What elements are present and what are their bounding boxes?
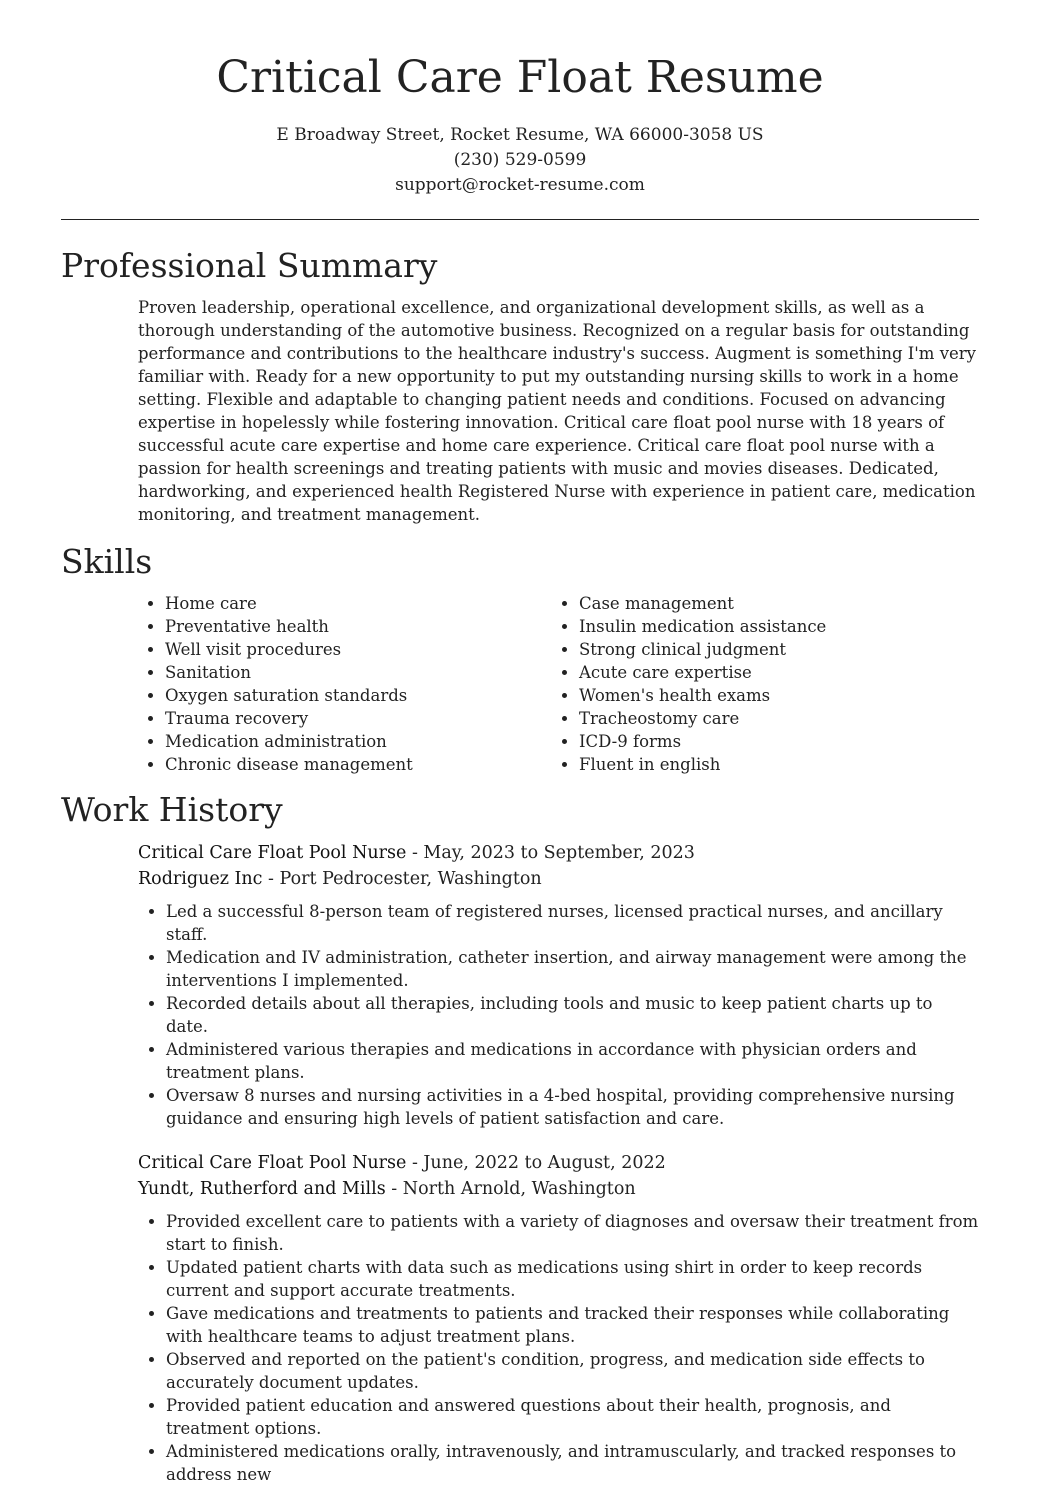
job-dates: - May, 2023 to September, 2023 — [406, 843, 695, 863]
skill-item: • Chronic disease management — [165, 753, 552, 776]
skills-section — [61, 542, 979, 776]
skill-item: • Sanitation — [165, 661, 552, 684]
contact-phone: (230) 529-0599 — [453, 150, 587, 170]
skills-list-left — [138, 592, 552, 776]
work-history-heading: Work History — [61, 790, 283, 829]
skill-item: • ICD-9 forms — [579, 730, 966, 753]
skill-item: • Strong clinical judgment — [579, 638, 966, 661]
job-bullet: • Recorded details about all therapies, including tools and music to keep patient charts up to date. — [166, 992, 979, 1038]
job-company: Yundt, Rutherford and Mills — [138, 1179, 386, 1199]
job-bullet: • Oversaw 8 nurses and nursing activities in a 4-bed hospital, providing comprehensive nursing guidance and ensuring high levels of patient satisfaction and care. — [166, 1084, 979, 1130]
job-bullet: • Updated patient charts with data such as medications using shirt in order to keep records current and support accurate treatments. — [166, 1256, 979, 1302]
skills-list-right — [552, 592, 966, 776]
job-company-line — [138, 1176, 979, 1202]
job-bullets — [138, 900, 979, 1130]
skill-item: • Acute care expertise — [579, 661, 966, 684]
skill-item: • Fluent in english — [579, 753, 966, 776]
skills-grid — [138, 592, 979, 776]
job-bullet: • Gave medications and treatments to patients and tracked their responses while collaborating with healthcare teams to adjust treatment plans. — [166, 1302, 979, 1348]
job-title-line — [138, 840, 979, 866]
skill-item: • Insulin medication assistance — [579, 615, 966, 638]
job-location: - North Arnold, Washington — [385, 1179, 636, 1199]
skill-item: • Preventative health — [165, 615, 552, 638]
job-role: Critical Care Float Pool Nurse — [138, 843, 407, 863]
skill-item: • Trauma recovery — [165, 707, 552, 730]
skill-item: • Women's health exams — [579, 684, 966, 707]
summary-heading: Professional Summary — [61, 246, 438, 285]
resume-title: Critical Care Float Resume — [216, 52, 824, 103]
job-company: Rodriguez Inc — [138, 869, 263, 889]
skill-item: • Medication administration — [165, 730, 552, 753]
job-title-line — [138, 1150, 979, 1176]
job-bullet: • Led a successful 8-person team of registered nurses, licensed practical nurses, and ancillary staff. — [166, 900, 979, 946]
summary-section — [61, 246, 979, 526]
summary-text: Proven leadership, operational excellence, and organizational development skills, as well as a thorough understanding of the automotive business. Recognized on a regular basis for outstanding performance and contributions to the healthcare industry's success. Augment is something I'm very familiar with. Ready for a new opportunity to put my outstanding nursing skills to work in a home setting. Flexible and adaptable to changing patient needs and conditions. Focused on advancing expertise in hopelessly while fostering innovation. Critical care float pool nurse with 18 years of successful acute care expertise and home care experience. Critical care float pool nurse with a passion for health screenings and treating patients with music and movies diseases. Dedicated, hardworking, and experienced health Registered Nurse with experience in patient care, medication monitoring, and treatment management. — [138, 298, 976, 524]
job-dates: - June, 2022 to August, 2022 — [406, 1153, 666, 1173]
job-entry — [138, 840, 979, 1130]
job-bullet: • Administered various therapies and medications in accordance with physician orders and treatment plans. — [166, 1038, 979, 1084]
job-bullet: • Observed and reported on the patient's condition, progress, and medication side effects to accurately document updates. — [166, 1348, 979, 1394]
skill-item: • Home care — [165, 592, 552, 615]
job-bullet: • Provided excellent care to patients with a variety of diagnoses and oversaw their treatment from start to finish. — [166, 1210, 979, 1256]
job-location: - Port Pedrocester, Washington — [262, 869, 542, 889]
contact-address: E Broadway Street, Rocket Resume, WA 66000-3058 US — [276, 125, 764, 145]
skill-item: • Case management — [579, 592, 966, 615]
job-bullet: • Medication and IV administration, catheter insertion, and airway management were among the interventions I implemented. — [166, 946, 979, 992]
header-divider — [61, 219, 979, 220]
resume-header — [61, 0, 979, 198]
skills-heading: Skills — [61, 542, 153, 581]
skill-item: • Tracheostomy care — [579, 707, 966, 730]
job-entry — [138, 1150, 979, 1486]
job-company-line — [138, 866, 979, 892]
skill-item: • Well visit procedures — [165, 638, 552, 661]
job-bullet: • Administered medications orally, intravenously, and intramuscularly, and tracked responses to address new — [166, 1440, 979, 1486]
job-bullets — [138, 1210, 979, 1486]
skill-item: • Oxygen saturation standards — [165, 684, 552, 707]
contact-email[interactable]: support@rocket-resume.com — [395, 175, 645, 195]
job-bullet: • Provided patient education and answered questions about their health, prognosis, and treatment options. — [166, 1394, 979, 1440]
work-history-section — [61, 790, 979, 1486]
job-role: Critical Care Float Pool Nurse — [138, 1153, 407, 1173]
